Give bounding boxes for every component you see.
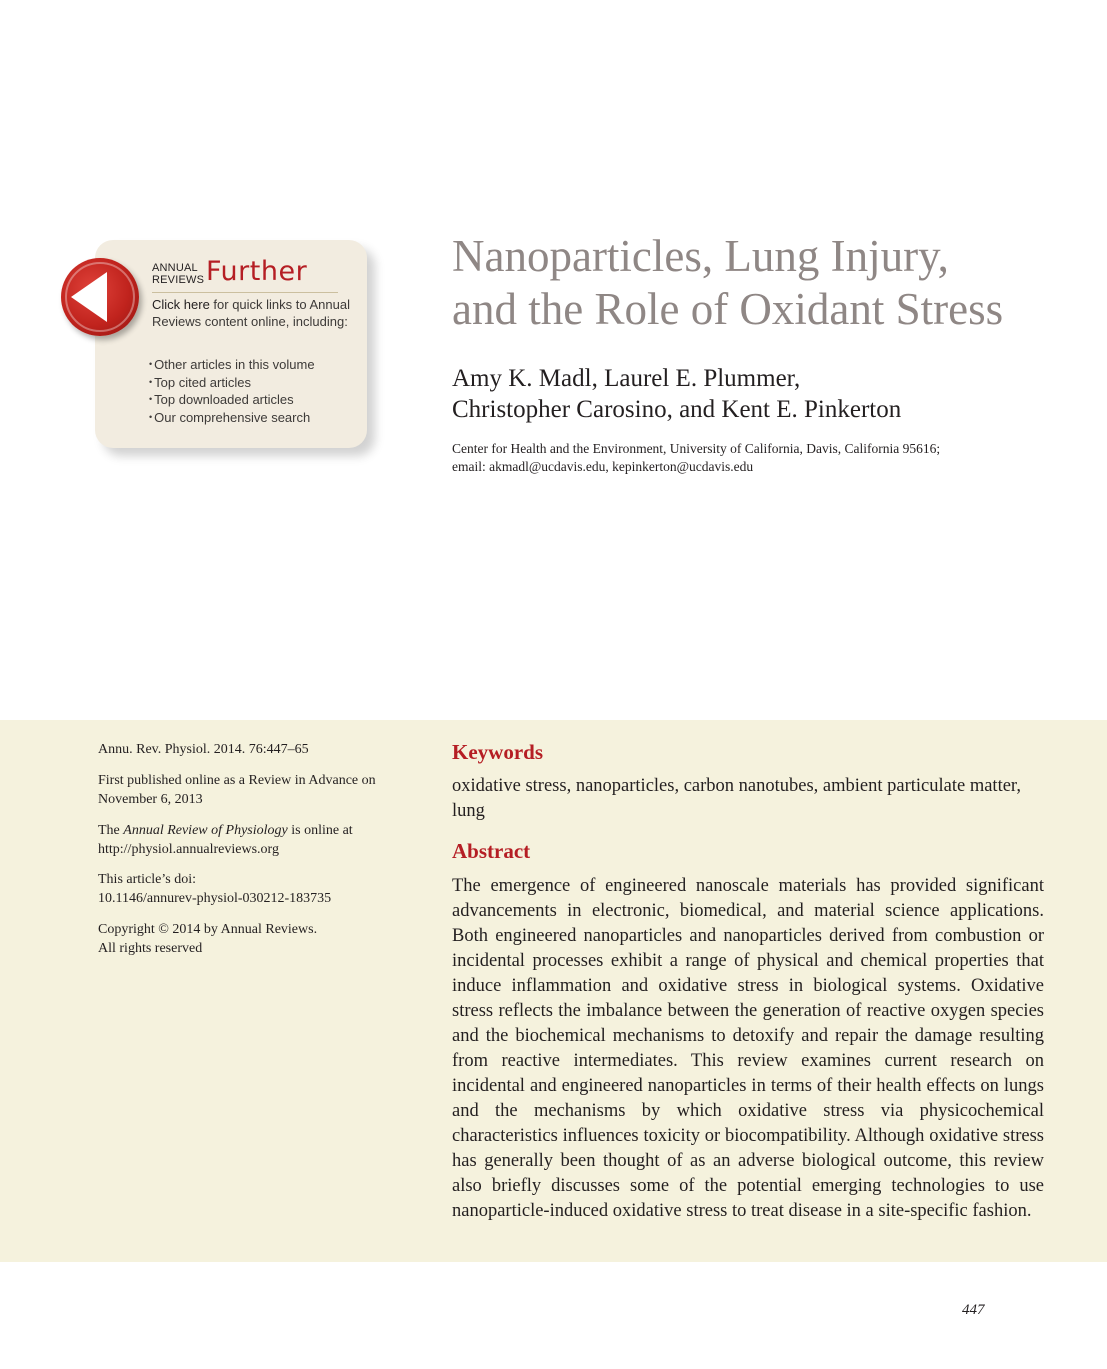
journal-name: Annual Review of Physiology [123,823,288,838]
further-link-search[interactable]: • Our comprehensive search [149,409,315,427]
online-pre: The [98,823,124,838]
annual-reviews-logo-text [152,263,204,286]
abstract-text: The emergence of engineered nanoscale materials has provided significant advancements in electronic, biomedical, and material science applications. Both engineered nanoparticles and nanoparticles derived from combustion or incidental processes exhibit a range of physical and chemical properties that induce inflammation and oxidative stress in biological systems. Oxidative stress reflects the imbalance between the generation of reactive oxygen species and the biochemical mechanisms to detoxify and repair the damage resulting from reactive intermediates. This review examines current research on incidental and engineered nanoparticles in terms of their health effects on lungs and the mechanisms by which oxidative stress via physicochemical characteristics influences toxicity or biocompatibility. Although oxidative stress has generally been thought of as an adverse biological outcome, this review also briefly discusses some of the potential emerging technologies to use nanoparticle-induced oxidative stress to treat disease in a site-specific fashion. [452,876,1044,1221]
keywords-heading: Keywords [452,740,543,764]
authors-line1: Amy K. Madl, Laurel E. Plummer, [452,365,801,392]
further-link-top-downloaded[interactable]: • Top downloaded articles [149,391,315,409]
citation: Annu. Rev. Physiol. 2014. 76:447–65 [98,742,309,757]
page-number: 447 [962,1302,985,1318]
authors [452,363,1072,425]
authors-line2: Christopher Carosino, and Kent E. Pinkerton [452,396,902,423]
affiliation [452,440,1052,476]
published-date [98,771,418,809]
keywords-text: oxidative stress, nanoparticles, carbon nanotubes, ambient particulate matter, lung [452,776,1021,821]
copyright-line1: Copyright © 2014 by Annual Reviews. [98,922,318,937]
published-line2: November 6, 2013 [98,792,203,807]
copyright [98,920,418,958]
further-description [152,296,352,330]
abstract-heading: Abstract [452,839,531,863]
further-heading: Further [206,256,308,287]
article-title [452,230,1072,336]
affiliation-line2: email: akmadl@ucdavis.edu, kepinkerton@ucdavis.edu [452,459,754,474]
further-link-other-articles[interactable]: • Other articles in this volume [149,356,315,374]
online-post: is online at [287,823,353,838]
further-link-top-cited[interactable]: • Top cited articles [149,374,315,392]
brand-line2: REVIEWS [152,273,205,286]
title-line2: and the Role of Oxidant Stress [452,284,1004,334]
title-line1: Nanoparticles, Lung Injury, [452,231,949,281]
doi-link[interactable]: 10.1146/annurev-physiol-030212-183735 [98,891,332,906]
doi-label: This article’s doi: [98,872,196,887]
further-description-rest: for quick links to Annual Reviews content online, including: [152,297,350,329]
published-line1: First published online as a Review in Advance on [98,773,376,788]
article-doi [98,870,418,908]
further-links-list [149,356,315,426]
further-divider [152,292,338,293]
journal-online [98,821,418,859]
arrow-triangle [71,272,107,322]
brand-line1: ANNUAL [152,262,198,274]
click-here-link[interactable]: Click here [152,297,210,312]
affiliation-line1: Center for Health and the Environment, University of California, Davis, California 95616; [452,441,941,456]
back-arrow-icon[interactable] [61,258,139,336]
copyright-line2: All rights reserved [98,941,203,956]
journal-url-link[interactable]: http://physiol.annualreviews.org [98,842,279,857]
